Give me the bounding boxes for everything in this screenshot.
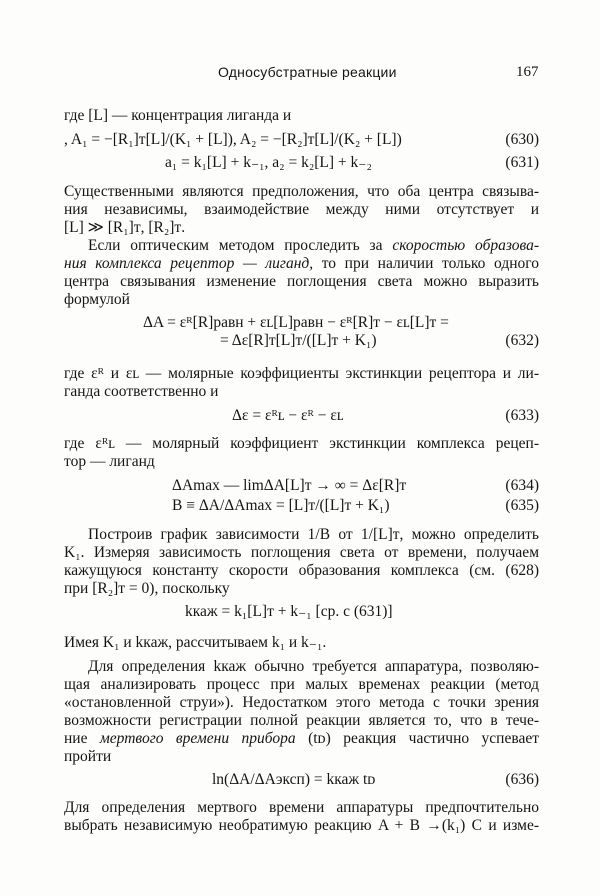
equation-number: (630) (505, 131, 539, 148)
text-span: (tᴅ) реакция частично успевает (295, 730, 539, 747)
text-line: щая анализировать процесс при малых временах реакции (метод (64, 676, 539, 693)
equation-633: Δε = εᴿʟ − εᴿ − εʟ (232, 407, 344, 424)
text-line: где εᴿ и εʟ — молярные коэффициенты экстинкции рецептора и ли- (64, 365, 539, 382)
text-line: пройти (64, 748, 112, 765)
text-line: Для определения мертвого времени аппаратуры предпочтительно (64, 799, 539, 816)
text-line: формулой (64, 291, 130, 308)
text-line: «остановленной струи»). Недостатком этого метода с точки зрения (64, 694, 539, 711)
equation-632-line1: ΔA = εᴿ[R]равн + εʟ[L]равн − εᴿ[R]ᴛ − εʟ[L]ᴛ = (143, 314, 449, 331)
text-line: Имея K₁ и kкаж, рассчитываем k₁ и k₋₁. (64, 634, 327, 651)
text-span: то при наличии только одного (313, 255, 539, 272)
equation-number: (631) (505, 154, 539, 171)
text-line: где [L] — концентрация лиганда и (64, 107, 292, 124)
equation-number: (632) (505, 332, 539, 349)
text-line: Для определения kкаж обычно требуется аппаратура, позволяю- (88, 658, 539, 675)
text-line: кажущуюся константу скорости образования комплекса (см. (628) (64, 562, 539, 579)
text-line (88, 236, 539, 256)
text-line: [L] ≫ [R₁]ᴛ, [R₂]ᴛ. (64, 219, 186, 236)
equation-number: (633) (505, 407, 539, 424)
text-line: Построив график зависимости 1/B от 1/[L]ᴛ, можно определить (88, 526, 539, 543)
equation-631: a₁ = k₁[L] + k₋₁, a₂ = k₂[L] + k₋₂ (165, 154, 372, 171)
page-number: 167 (516, 64, 539, 80)
text-line: Существенными являются предположения, что оба центра связыва- (64, 183, 539, 200)
text-line: K₁. Измеряя зависимость поглощения света от времени, получаем (64, 544, 539, 561)
text-line: ния независимы, взаимодействие между ними отсутствует и (64, 201, 539, 218)
equation-number: (636) (505, 771, 539, 788)
text-line: ганда соответственно и (64, 383, 219, 400)
text-line: центра связывания изменение поглощения света можно выразить (64, 273, 539, 290)
text-line: возможности регистрации полной реакции является то, что в тече- (64, 712, 539, 729)
equation-k-apparent: kкаж = k₁[L]ᴛ + k₋₁ [ср. с (631)] (185, 603, 393, 620)
text-span: Если оптическим методом проследить за (88, 237, 393, 254)
text-line: выбрать независимую необратимую реакцию A + B →(k₁) C и изме- (64, 817, 539, 834)
text-line (64, 729, 539, 749)
text-line: при [R₂]ᴛ = 0), поскольку (64, 580, 230, 597)
italic-term: ния комплекса рецептор — лиганд, (64, 255, 314, 272)
equation-630: , A₁ = −[R₁]ᴛ[L]/(K₁ + [L]), A₂ = −[R₂]ᴛ[L]/(K₂ + [L]) (64, 131, 402, 148)
equation-636: ln(ΔA/ΔAэксп) = kкаж tᴅ (212, 771, 376, 788)
italic-term: скоростью образова- (392, 237, 539, 254)
equation-632-line2: = Δε[R]ᴛ[L]ᴛ/([L]ᴛ + K₁) (220, 332, 377, 349)
text-line (64, 254, 539, 274)
equation-634: ΔAmax — limΔA[L]ᴛ → ∞ = Δε[R]ᴛ (172, 477, 407, 494)
equation-number: (635) (505, 497, 539, 514)
equation-635: B ≡ ΔA/ΔAmax = [L]ᴛ/([L]ᴛ + K₁) (172, 497, 390, 514)
equation-number: (634) (505, 477, 539, 494)
page-header (0, 64, 600, 86)
italic-term: мертвого времени прибора (99, 730, 296, 747)
running-title: Односубстратные реакции (218, 64, 397, 80)
text-line: тор — лиганд (64, 453, 155, 470)
text-span: ние (64, 730, 100, 747)
text-line: где εᴿʟ — молярный коэффициент экстинкции комплекса рецеп- (64, 435, 539, 452)
